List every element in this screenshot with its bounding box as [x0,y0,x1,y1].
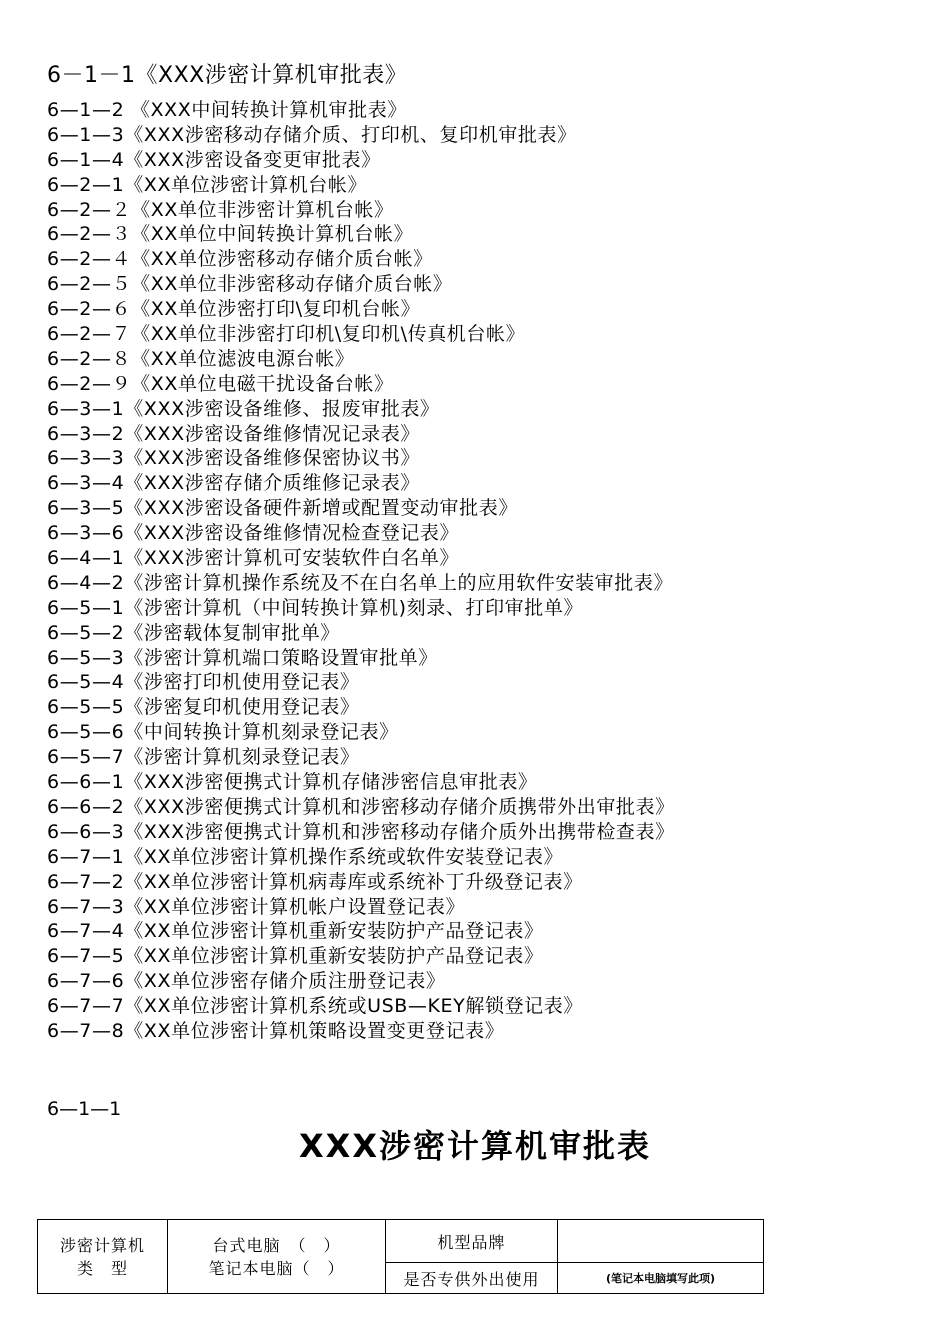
toc-entry: 6—7—1《XX单位涉密计算机操作系统或软件安装登记表》 [47,845,564,868]
toc-entry: 6—3—2《XXX涉密设备维修情况记录表》 [47,422,420,445]
toc-first-entry: 6－1－1《XXX涉密计算机审批表》 [47,63,408,88]
toc-entry: 6—1—3《XXX涉密移动存储介质、打印机、复印机审批表》 [47,123,577,146]
approval-form-table [37,1219,764,1294]
toc-entry: 6—3—6《XXX涉密设备维修情况检查登记表》 [47,522,460,545]
external-use-label: 是否专供外出使用 [386,1263,558,1294]
option-laptop[interactable]: 笔记本电脑（ ） [208,1258,345,1278]
toc-entry: 6—5—2《涉密载体复制审批单》 [47,621,340,644]
toc-entry: 6—5—4《涉密打印机使用登记表》 [47,671,360,694]
toc-entry: 6—6—2《XXX涉密便携式计算机和涉密移动存储介质携带外出审批表》 [47,795,675,818]
brand-label: 机型品牌 [386,1220,558,1263]
toc-list [47,98,675,1044]
form-title: XXX涉密计算机审批表 [298,1127,652,1165]
laptop-note-field[interactable]: (笔记本电脑填写此项) [558,1263,764,1294]
toc-entry: 6—5—3《涉密计算机端口策略设置审批单》 [47,646,438,669]
toc-entry: 6—2—４《XX单位涉密移动存储介质台帐》 [47,248,433,271]
toc-entry: 6—6—1《XXX涉密便携式计算机存储涉密信息审批表》 [47,771,538,794]
toc-entry: 6—4—1《XXX涉密计算机可安装软件白名单》 [47,547,460,570]
toc-entry: 6—2—３《XX单位中间转换计算机台帐》 [47,223,414,246]
toc-entry: 6—7—3《XX单位涉密计算机帐户设置登记表》 [47,895,466,918]
toc-entry: 6—5—6《中间转换计算机刻录登记表》 [47,721,399,744]
toc-entry: 6—2—２《XX单位非涉密计算机台帐》 [47,198,394,221]
toc-entry: 6—3—3《XXX涉密设备维修保密协议书》 [47,447,420,470]
toc-entry: 6—5—7《涉密计算机刻录登记表》 [47,746,360,769]
toc-entry: 6—2—1《XX单位涉密计算机台帐》 [47,173,368,196]
toc-entry: 6—3—1《XXX涉密设备维修、报废审批表》 [47,397,440,420]
computer-type-options-cell [168,1220,386,1294]
toc-entry: 6—2—８《XX单位滤波电源台帐》 [47,347,355,370]
toc-entry: 6—7—4《XX单位涉密计算机重新安装防护产品登记表》 [47,920,544,943]
toc-entry: 6—2—７《XX单位非涉密打印机\复印机\传真机台帐》 [47,323,526,346]
computer-type-label: 涉密计算机 [59,1235,145,1255]
form-section-code: 6—1—1 [47,1098,122,1120]
toc-entry: 6—2—９《XX单位电磁干扰设备台帐》 [47,372,394,395]
toc-entry: 6—7—5《XX单位涉密计算机重新安装防护产品登记表》 [47,945,544,968]
computer-type-sublabel: 类 型 [76,1258,128,1278]
toc-entry: 6—7—8《XX单位涉密计算机策略设置变更登记表》 [47,1019,505,1042]
toc-entry: 6—5—5《涉密复印机使用登记表》 [47,696,360,719]
toc-entry: 6—3—4《XXX涉密存储介质维修记录表》 [47,472,420,495]
toc-entry: 6—7—2《XX单位涉密计算机病毒库或系统补丁升级登记表》 [47,870,583,893]
toc-entry: 6—5—1《涉密计算机（中间转换计算机)刻录、打印审批单》 [47,596,584,619]
toc-entry: 6—4—2《涉密计算机操作系统及不在白名单上的应用软件安装审批表》 [47,571,674,594]
toc-entry: 6—2—６《XX单位涉密打印\复印机台帐》 [47,298,421,321]
toc-entry: 6—2—５《XX单位非涉密移动存储介质台帐》 [47,273,453,296]
option-desktop[interactable]: 台式电脑 （ ） [212,1235,341,1255]
brand-value-field[interactable] [558,1220,764,1263]
toc-entry: 6—1—2 《XXX中间转换计算机审批表》 [47,99,407,121]
toc-entry: 6—1—4《XXX涉密设备变更审批表》 [47,148,381,171]
toc-entry: 6—6—3《XXX涉密便携式计算机和涉密移动存储介质外出携带检查表》 [47,820,675,843]
toc-entry: 6—7—7《XX单位涉密计算机系统或USB—KEY解锁登记表》 [47,995,583,1018]
toc-entry: 6—7—6《XX单位涉密存储介质注册登记表》 [47,970,446,993]
computer-type-label-cell [38,1220,168,1294]
toc-entry: 6—3—5《XXX涉密设备硬件新增或配置变动审批表》 [47,497,518,520]
